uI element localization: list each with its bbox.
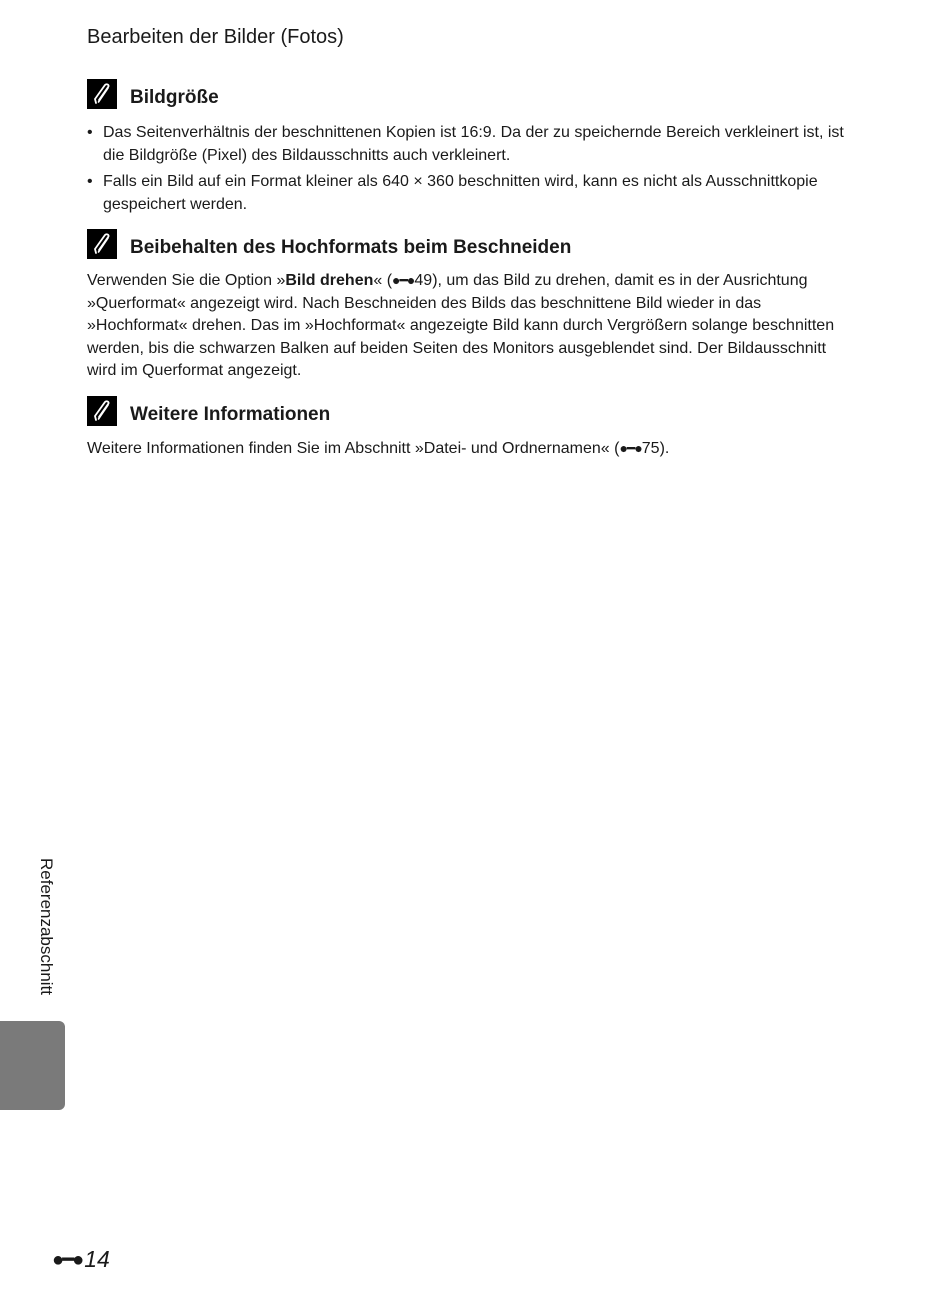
page-reference[interactable]: 49 bbox=[414, 272, 433, 289]
page-number bbox=[52, 1246, 110, 1273]
section-heading-text: Beibehalten des Hochformats beim Beschneiden bbox=[130, 237, 572, 258]
sidebar-section-tab[interactable] bbox=[0, 1021, 65, 1110]
paragraph-text: ). bbox=[659, 440, 670, 457]
paragraph-text: ), um das Bild zu drehen, damit es in der Ausrichtung »Querformat« angezeigt wird. Nach Beschneiden des Bilds das beschnittene Bild wieder in das »Hochformat« drehen. Das im »Hochformat« angezeigte Bild kann durch Vergrößern solange beschnitten werden, bis die schwarzen Balken auf beiden Seiten des Monitors ausgeblendet sind. Der Bildausschnitt wird im Querformat angezeigt. bbox=[87, 272, 835, 379]
list-item-text: Falls ein Bild auf ein Format kleiner als 640 × 360 beschnitten wird, kann es nicht als Ausschnittkopie gespeichert werden. bbox=[103, 173, 818, 213]
paragraph-text: Verwenden Sie die Option » bbox=[87, 272, 286, 289]
list-item bbox=[87, 170, 857, 216]
sidebar-section-label: Referenzabschnitt bbox=[37, 858, 56, 996]
page-title: Bearbeiten der Bilder (Fotos) bbox=[87, 26, 344, 48]
reference-section-icon: ●━● bbox=[619, 440, 642, 456]
note-pencil-icon bbox=[87, 396, 117, 426]
section-heading-text: Weitere Informationen bbox=[130, 404, 331, 425]
section-heading-text: Bildgröße bbox=[130, 87, 219, 108]
paragraph-text: « ( bbox=[373, 272, 393, 289]
note-pencil-icon bbox=[87, 229, 117, 259]
page-reference[interactable]: 75 bbox=[641, 440, 660, 457]
reference-section-icon: ●━● bbox=[52, 1249, 83, 1271]
note-pencil-icon bbox=[87, 79, 117, 109]
bullet-icon: • bbox=[87, 173, 93, 190]
paragraph-weitere-informationen bbox=[87, 437, 857, 461]
bullet-icon: • bbox=[87, 124, 93, 141]
section-heading-weitere-informationen bbox=[87, 396, 330, 426]
bold-term: Bild drehen bbox=[285, 272, 374, 289]
reference-section-icon: ●━● bbox=[392, 272, 415, 288]
page-number-value: 14 bbox=[84, 1246, 110, 1272]
section-heading-hochformat bbox=[87, 229, 571, 259]
paragraph-hochformat bbox=[87, 269, 857, 383]
bullet-list bbox=[87, 121, 857, 219]
section-heading-bildgroesse bbox=[87, 79, 219, 109]
paragraph-text: Weitere Informationen finden Sie im Abschnitt »Datei- und Ordnernamen« ( bbox=[87, 440, 620, 457]
list-item bbox=[87, 121, 857, 167]
list-item-text: Das Seitenverhältnis der beschnittenen Kopien ist 16:9. Da der zu speichernde Bereich verkleinert ist, ist die Bildgröße (Pixel) des Bildausschnitts auch verkleinert. bbox=[103, 124, 844, 164]
